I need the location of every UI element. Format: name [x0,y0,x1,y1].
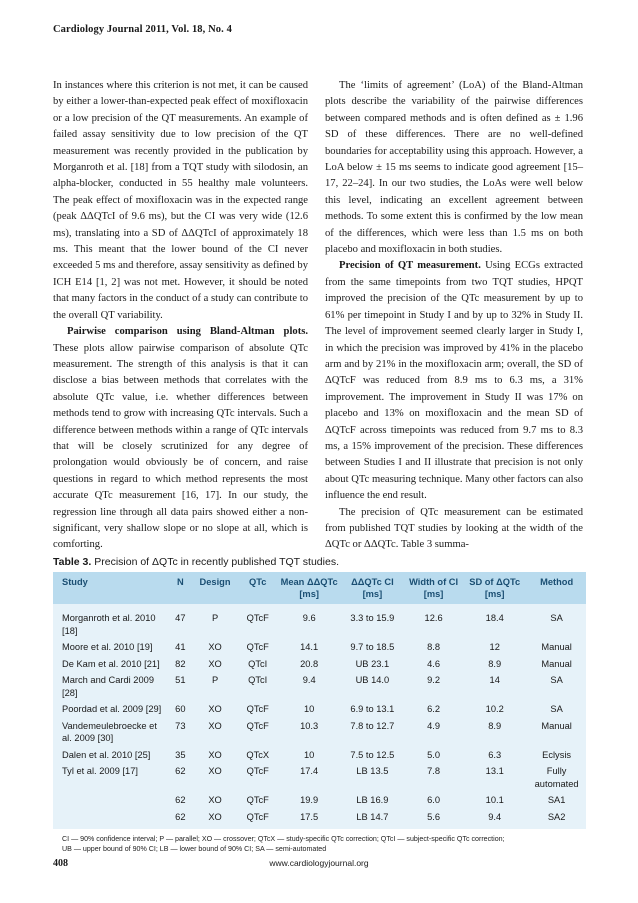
table-cell: 14 [489,675,500,685]
table-cell: QTcF [246,795,269,805]
table-cell: LB 13.5 [356,766,389,776]
table-cell: QTcI [248,658,268,669]
table-cell: 82 [175,658,186,669]
table-cell: 9.4 [302,675,316,685]
table-cell: 20.8 [300,658,319,669]
table-cell: De Kam et al. 2010 [21] [62,658,160,669]
table-cell: UB 23.1 [355,658,390,669]
table-cell: 10.1 [485,795,504,805]
table-cell: 7.5 to 12.5 [350,749,395,760]
left-paragraph-2 [53,324,308,554]
table-cell: P [211,675,219,685]
table-cell: Eclysis [542,749,572,760]
table-cell: 19.9 [300,795,319,805]
header-study: Study [62,577,88,587]
table-cell: QTcF [246,704,269,714]
table-cell: SA [550,704,563,714]
footer-url: www.cardiologyjournal.org [269,858,369,868]
precision-table [53,572,586,829]
table-cell: 4.6 [427,658,441,669]
table-cell: SA [550,675,563,685]
header-sd-dqtc: SD of ΔQTc [ms] [469,577,521,599]
page-number: 408 [53,858,68,869]
table-row [53,718,586,747]
table-cell: 12.6 [424,613,443,623]
header-n: N [176,577,184,587]
table-row [53,701,586,718]
table-cell: XO [208,811,222,822]
table-cell: 51 [175,675,186,685]
table-cell: XO [208,642,222,652]
table-row [53,792,586,809]
table-cell: QTcF [246,720,269,731]
table-cell: LB 14.7 [356,811,389,822]
table-cell: 9.6 [302,613,316,623]
table-cell: 6.9 to 13.1 [350,704,395,714]
table-cell: 10.2 [485,704,504,714]
right-paragraph-1: The ‘limits of agreement’ (LoA) of the Bland-Altman plots describe the variability of the pairwise differences between compared methods and is often defined as ± 1.96 SD of these differences. There are no well-defined boundaries for acceptability using this approach. However, a LoA below ± 15 ms seems to indicate good agreement [15–17, 22–24]. In our two studies, the LoAs were well below this level, indicating an excellent agreement between methods. To some extent this is confirmed by the low mean of the differences, which were less than 1.5 ms on both placebo and moxifloxacin in both studies. [325,80,583,256]
table-cell [53,792,167,809]
header-method: Method [540,577,574,587]
table-cell: 5.0 [427,749,441,760]
table-row [53,763,586,792]
table-cell: P [211,613,219,623]
running-head: Cardiology Journal 2011, Vol. 18, No. 4 [53,24,232,35]
table-cell: XO [208,795,222,805]
table-row [53,639,586,656]
table-cell: 10.3 [300,720,319,731]
table-cell: 73 [175,720,186,731]
table-cell: Manual [541,642,572,652]
table-caption-text: Precision of ΔQTc in recently published TQT studies. [91,556,339,568]
table-cell: QTcF [246,811,269,822]
table-cell: SA [550,613,563,623]
table-caption [53,556,339,568]
table-cell: March and Cardi 2009 [28] [62,675,154,698]
table-cell: QTcF [246,613,269,623]
table-cell: 8.8 [427,642,441,652]
header-ddqtc-ci: ΔΔQTc CI [ms] [351,577,394,599]
table-cell: XO [208,704,222,714]
table-cell: QTcF [246,642,269,652]
table-cell: 8.9 [488,658,502,669]
table-cell: 8.9 [488,720,502,731]
table-cell: Dalen et al. 2010 [25] [62,749,151,760]
table-cell: 7.8 [427,766,441,776]
table-cell: Fully automated [534,766,579,789]
table-cell: QTcX [246,749,270,760]
table-cell: 7.8 to 12.7 [350,720,395,731]
table-row [53,747,586,764]
header-qtc: QTc [249,577,267,587]
table-3 [53,572,586,860]
table-cell: 14.1 [300,642,319,652]
table-cell: 41 [175,642,186,652]
right-column [325,78,583,554]
table-cell: Manual [541,720,572,731]
table-cell: 6.2 [427,704,441,714]
table-row [53,809,586,830]
table-cell: SA2 [547,811,566,822]
table-cell: 9.4 [488,811,502,822]
table-cell: XO [208,749,222,760]
table-notes-line-1: CI — 90% confidence interval; P — parallel; XO — crossover; QTcX — study-specific QTc correction; QTcI — subject-specific QTc correction; [62,835,505,843]
table-cell: 18.4 [485,613,504,623]
table-cell: 6.3 [488,749,502,760]
table-cell: XO [208,658,222,669]
table-cell: 17.4 [300,766,319,776]
table-cell: LB 16.9 [356,795,389,805]
table-cell: 62 [175,811,186,822]
table-row [53,656,586,673]
right-paragraph-2-body: Using ECGs extracted from the same timepoints from two TQT studies, HPQT improved the precision of the QTc measurement by up to 61% per timepoint in Study I and by up to 32% in Study II. The level of improvement seemed clearly larger in Study I, in which the precision was improved by 41% in the placebo arm and by 21% in the moxifloxacin arm; overall, the SD of ΔQTcF was reduced from 8.9 ms to 6.3 ms, a 31% improvement. The improvement in Study II was 17% on placebo and 13% on moxifloxacin and the mean SD of ΔQTcF across timepoints was reduced from 9.7 ms to 8.3 ms, a 15% improvement of the precision. These differences between Studies I and II illustrate that precision is not only about QTc measuring technique. Many other factors can also influence the end result. [325,260,583,502]
table-cell: 10 [303,749,315,760]
table-row [53,604,586,639]
table-cell: UB 14.0 [355,675,390,685]
table-cell: QTcF [246,766,269,776]
table-cell: Vandemeulebroecke et al. 2009 [30] [62,720,157,743]
table-cell: 13.1 [485,766,504,776]
table-cell: Morganroth et al. 2010 [18] [62,613,156,636]
right-paragraph-2 [325,258,583,504]
table-cell: QTcI [248,675,268,685]
table-cell: 10 [303,704,315,714]
table-cell: 6.0 [427,795,441,805]
table-caption-label: Table 3. [53,556,92,568]
table-cell: Manual [541,658,572,669]
table-notes-line-2: UB — upper bound of 90% CI; LB — lower bound of 90% CI; SA — semi-automated [62,845,327,853]
table-cell: 5.6 [427,811,441,822]
left-paragraph-1: In instances where this criterion is not met, it can be caused by either a lower-than-expected peak effect of moxifloxacin or a low precision of the QT measurements. An example of failed assay sensitivity due to low precision of the QT measurement was recently provided in the publication by Morganroth et al. [18] from a TQT study with silodosin, an alpha-blocker, conducted in 55 healthy male volunteers. The peak effect of moxifloxacin was in the expected range (peak ΔΔQTcI of 9.6 ms), but the CI was very wide (12.6 ms), translating into a SD of ΔΔQTcI of approximately 18 ms. This meant that the lower bound of the CI never exceeded 5 ms and therefore, assay sensitivity as defined by ICH E14 [1, 2] was not met. However, it should be noted that many factors in the conduct of a study can contribute to the overall QT variability. [53,80,308,321]
table-cell: XO [208,720,222,731]
table-cell: 47 [175,613,186,623]
left-paragraph-2-body: These plots allow pairwise comparison of absolute QTc measurement. The strength of this analysis is that it can disclose a bias between methods that correlates with the absolute QTc value, i.e. whether differences between methods tend to grow with increasing QTc intervals. Such a difference between methods within a range of QTc intervals that will be closely scrutinized for any degree of prolongation would obviously be of concern, and raise questions in regard to which method represents the most accurate QTc measurement [16, 17]. In our study, the regression line through all data pairs showed either a non-significant, very shallow slope or no slope at all, which is comforting. [53,342,308,551]
table-cell: SA1 [547,795,566,805]
table-cell: Poordad et al. 2009 [29] [62,704,162,714]
table-cell: 4.9 [427,720,441,731]
table-cell: 60 [175,704,186,714]
table-notes [53,829,586,860]
section-heading-bland-altman: Pairwise comparison using Bland-Altman plots. [67,326,308,338]
left-column [53,78,308,554]
table-cell: Moore et al. 2010 [19] [62,642,153,652]
section-heading-precision: Precision of QT measurement. [339,260,481,272]
table-cell: 12 [489,642,500,652]
table-cell: 9.2 [427,675,441,685]
table-cell: XO [208,766,222,776]
header-design: Design [199,577,231,587]
table-cell: 17.5 [300,811,319,822]
table-cell: 9.7 to 18.5 [350,642,395,652]
table-cell: 3.3 to 15.9 [350,613,395,623]
table-cell: 62 [175,795,186,805]
table-header-row [53,572,586,604]
header-mean-ddqtc: Mean ΔΔQTc [ms] [280,577,338,599]
table-cell [53,809,167,830]
table-row [53,672,586,701]
right-paragraph-3: The precision of QTc measurement can be estimated from published TQT studies by looking at the width of the ΔQTc or ΔΔQTc. Table 3 summa- [325,506,583,551]
table-body [53,604,586,829]
table-cell: 35 [175,749,186,760]
table-cell: Tyl et al. 2009 [17] [62,766,138,776]
table-cell: 62 [175,766,186,776]
header-width-ci: Width of CI [ms] [409,577,459,599]
